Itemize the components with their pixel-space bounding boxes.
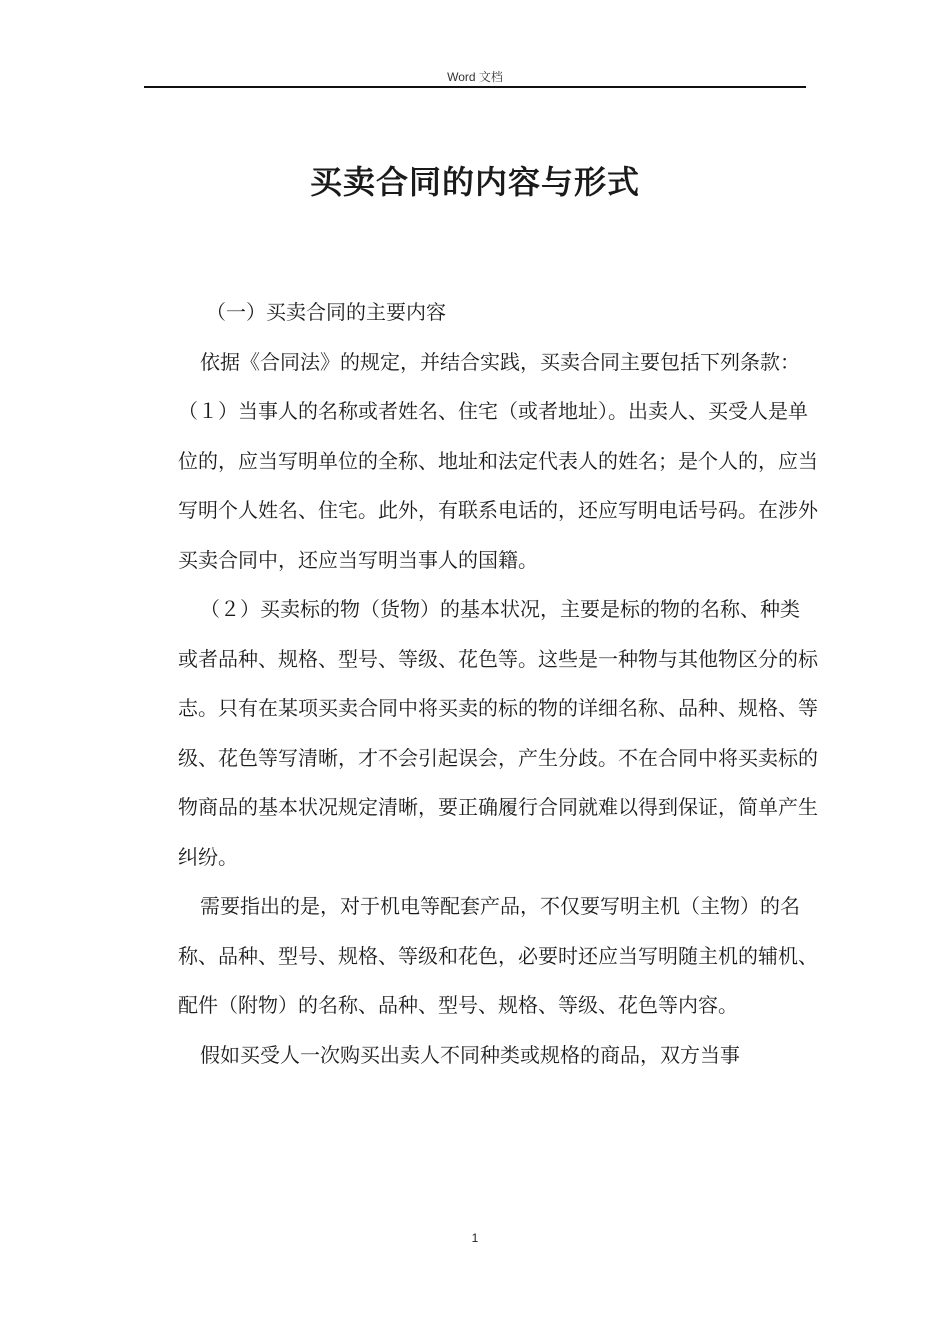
paragraph: 假如买受人一次购买出卖人不同种类或规格的商品，双方当事 (200, 1042, 740, 1067)
paragraph: 需要指出的是，对于机电等配套产品，不仅要写明主机（主物）的名称、品种、型号、规格、等级和花色，必要时还应当写明随主机的辅机、配件（附物）的名称、品种、型号、规格、等级、花色等内容。 (178, 894, 818, 1017)
page-number: 1 (471, 1231, 479, 1245)
document-title: 买卖合同的内容与形式 (309, 163, 640, 201)
section-heading: （一）买卖合同的主要内容 (206, 300, 446, 324)
header-divider (144, 86, 806, 88)
paragraph: （２）买卖标的物（货物）的基本状况，主要是标的物的名称、种类或者品种、规格、型号、等级、花色等。这些是一种物与其他物区分的标志。只有在某项买卖合同中将买卖的标的物的详细名称、品种、规格、等级、花色等写清晰，才不会引起误会，产生分歧。不在合同中将买卖标的物商品的基本状况规定清晰，要正确履行合同就难以得到保证，简单产生纠纷。 (178, 597, 818, 869)
document-body (178, 288, 818, 1080)
page-header: Word 文档 (447, 70, 503, 84)
paragraph: 依据《合同法》的规定，并结合实践，买卖合同主要包括下列条款：（１）当事人的名称或者姓名、住宅（或者地址）。出卖人、买受人是单位的，应当写明单位的全称、地址和法定代表人的姓名；是个人的，应当写明个人姓名、住宅。此外，有联系电话的，还应写明电话号码。在涉外买卖合同中，还应当写明当事人的国籍。 (178, 349, 818, 572)
